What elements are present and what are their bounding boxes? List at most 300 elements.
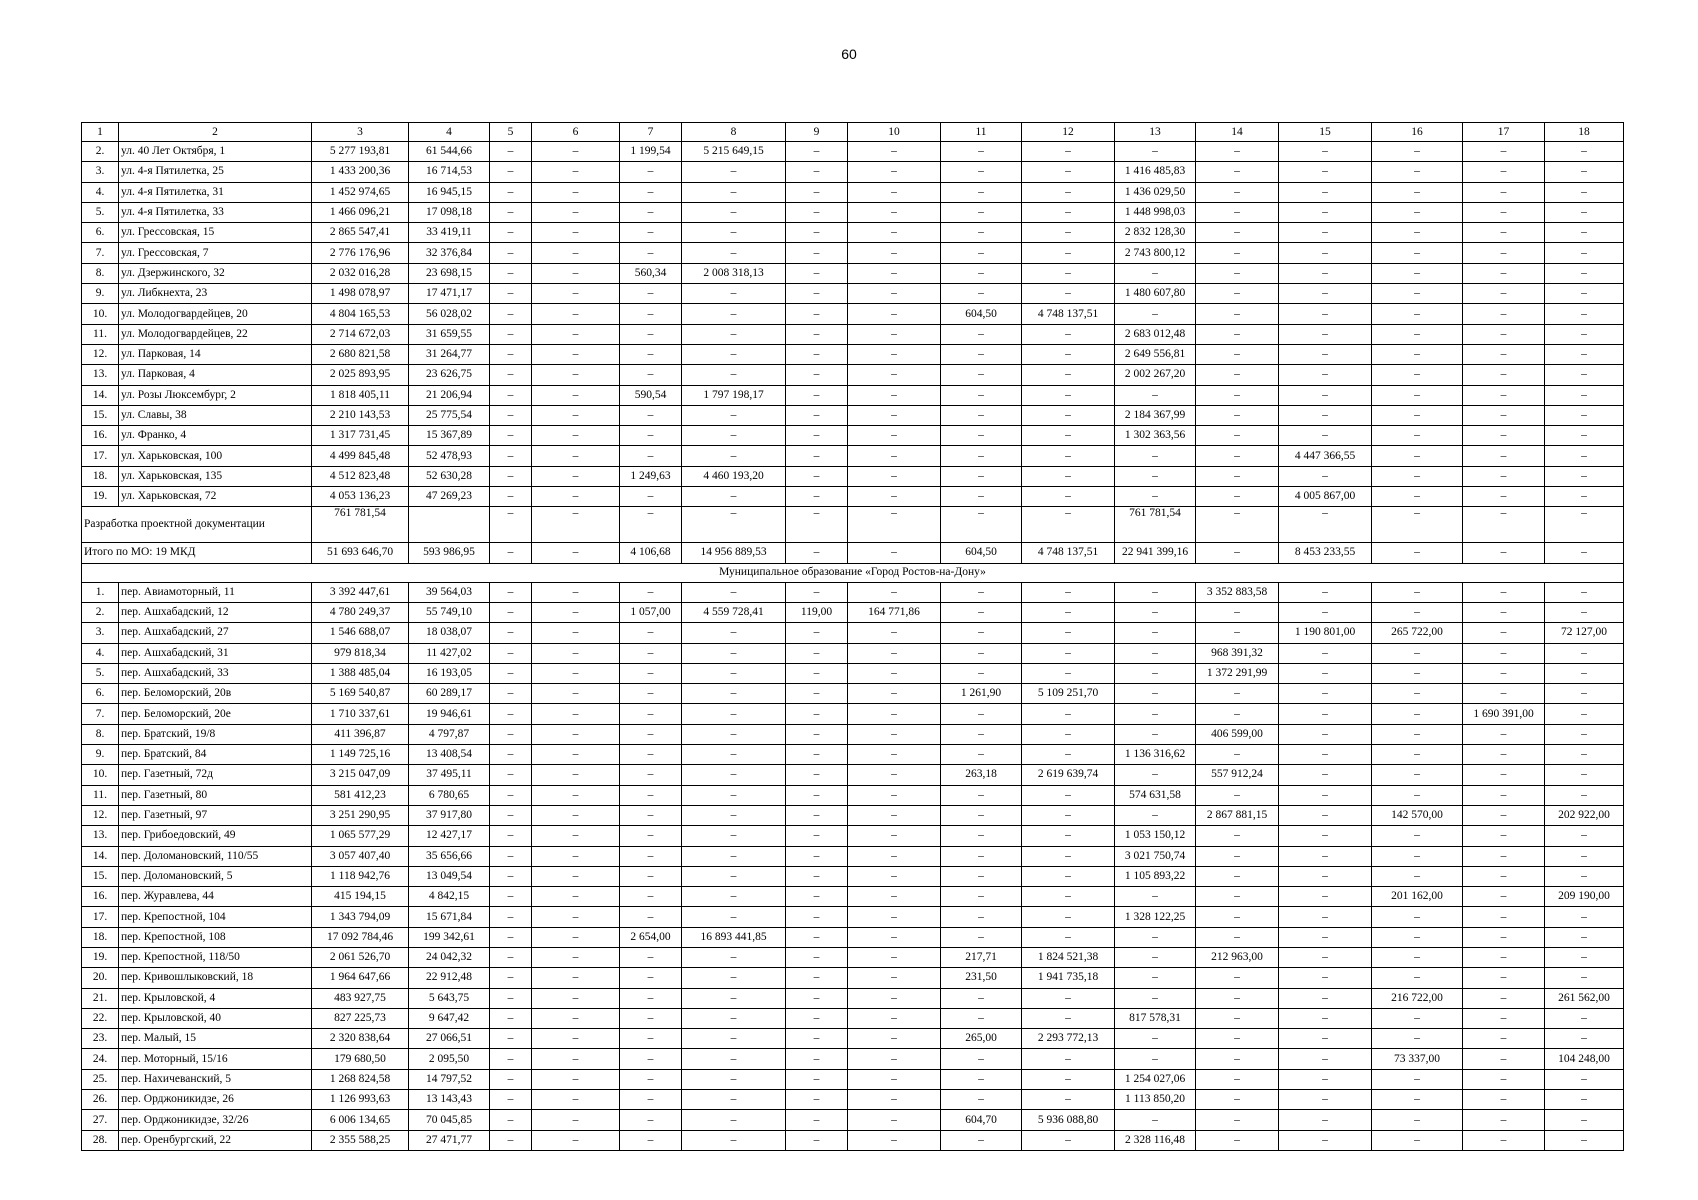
value-cell: – xyxy=(941,663,1022,683)
value-cell: – xyxy=(786,385,848,405)
value-cell: – xyxy=(1279,304,1372,324)
value-cell: 4 512 823,48 xyxy=(312,466,409,486)
value-cell: – xyxy=(620,1049,682,1069)
value-cell: 4 499 845,48 xyxy=(312,446,409,466)
value-cell: – xyxy=(941,1090,1022,1110)
value-cell: – xyxy=(532,284,620,304)
value-cell: – xyxy=(786,284,848,304)
value-cell: – xyxy=(1196,365,1279,385)
value-cell: 1 941 735,18 xyxy=(1022,968,1115,988)
value-cell: – xyxy=(1196,1029,1279,1049)
value-cell: 415 194,15 xyxy=(312,887,409,907)
value-cell: – xyxy=(1279,182,1372,202)
value-cell: 33 419,11 xyxy=(409,223,490,243)
page-number: 60 xyxy=(841,46,857,62)
value-cell: – xyxy=(1463,968,1545,988)
value-cell: – xyxy=(490,466,532,486)
value-cell: 411 396,87 xyxy=(312,724,409,744)
value-cell: – xyxy=(1463,223,1545,243)
row-number-cell: 21. xyxy=(82,988,119,1008)
address-cell: ул. 4-я Пятилетка, 25 xyxy=(119,162,312,182)
row-number-cell: 24. xyxy=(82,1049,119,1069)
value-cell: – xyxy=(786,927,848,947)
value-cell: – xyxy=(682,243,786,263)
value-cell: – xyxy=(620,826,682,846)
value-cell: – xyxy=(1372,866,1463,886)
address-cell: пер. Моторный, 15/16 xyxy=(119,1049,312,1069)
value-cell: – xyxy=(1545,745,1624,765)
value-cell: – xyxy=(532,543,620,563)
address-cell: пер. Кривошлыковский, 18 xyxy=(119,968,312,988)
address-cell: пер. Газетный, 80 xyxy=(119,785,312,805)
row-number-cell: 18. xyxy=(82,927,119,947)
value-cell: – xyxy=(1372,602,1463,622)
value-cell: – xyxy=(1372,405,1463,425)
value-cell: – xyxy=(682,1069,786,1089)
value-cell: 265,00 xyxy=(941,1029,1022,1049)
value-cell: – xyxy=(1463,1049,1545,1069)
value-cell: 5 215 649,15 xyxy=(682,142,786,162)
address-cell: пер. Крыловской, 4 xyxy=(119,988,312,1008)
column-number-cell: 6 xyxy=(532,123,620,142)
value-cell: 1 328 122,25 xyxy=(1115,907,1196,927)
value-cell: – xyxy=(1196,1130,1279,1150)
value-cell: – xyxy=(682,324,786,344)
column-number-cell: 13 xyxy=(1115,123,1196,142)
value-cell: – xyxy=(1022,405,1115,425)
value-cell: 2 032 016,28 xyxy=(312,263,409,283)
value-cell: – xyxy=(786,1049,848,1069)
column-number-cell: 17 xyxy=(1463,123,1545,142)
value-cell: – xyxy=(1022,243,1115,263)
value-cell: – xyxy=(1279,663,1372,683)
design-documentation-label: Разработка проектной документации xyxy=(82,507,312,543)
value-cell: 1 466 096,21 xyxy=(312,202,409,222)
value-cell: 3 352 883,58 xyxy=(1196,582,1279,602)
value-cell: – xyxy=(941,623,1022,643)
row-number-cell: 13. xyxy=(82,826,119,846)
value-cell: – xyxy=(848,1029,941,1049)
table-row xyxy=(82,765,1624,785)
value-cell: – xyxy=(1372,142,1463,162)
row-number-cell: 23. xyxy=(82,1029,119,1049)
value-cell: – xyxy=(1463,907,1545,927)
address-cell: пер. Братский, 84 xyxy=(119,745,312,765)
value-cell: 1 480 607,80 xyxy=(1115,284,1196,304)
value-cell: – xyxy=(620,446,682,466)
value-cell: – xyxy=(1115,602,1196,622)
row-number-cell: 7. xyxy=(82,704,119,724)
row-number-cell: 3. xyxy=(82,162,119,182)
value-cell: – xyxy=(786,405,848,425)
value-cell: – xyxy=(1463,1069,1545,1089)
value-cell: 6 780,65 xyxy=(409,785,490,805)
value-cell: – xyxy=(848,324,941,344)
value-cell: – xyxy=(1279,1090,1372,1110)
value-cell: 1 126 993,63 xyxy=(312,1090,409,1110)
value-cell: – xyxy=(1463,805,1545,825)
value-cell: 56 028,02 xyxy=(409,304,490,324)
value-cell: – xyxy=(786,623,848,643)
row-number-cell: 8. xyxy=(82,263,119,283)
table-row xyxy=(82,745,1624,765)
value-cell: 3 215 047,09 xyxy=(312,765,409,785)
value-cell: – xyxy=(532,182,620,202)
value-cell: – xyxy=(490,142,532,162)
value-cell: – xyxy=(848,243,941,263)
value-cell: – xyxy=(1279,887,1372,907)
value-cell: 1 448 998,03 xyxy=(1115,202,1196,222)
value-cell: 35 656,66 xyxy=(409,846,490,866)
table-row xyxy=(82,684,1624,704)
value-cell: 18 038,07 xyxy=(409,623,490,643)
value-cell: – xyxy=(1279,1110,1372,1130)
value-cell: – xyxy=(1022,487,1115,507)
value-cell: – xyxy=(490,887,532,907)
value-cell: 406 599,00 xyxy=(1196,724,1279,744)
value-cell: – xyxy=(682,182,786,202)
value-cell: – xyxy=(1372,182,1463,202)
value-cell: – xyxy=(1372,365,1463,385)
table-row xyxy=(82,1069,1624,1089)
value-cell: – xyxy=(1279,243,1372,263)
section-title: Муниципальное образование «Город Ростов-на-Дону» xyxy=(82,563,1624,582)
value-cell: – xyxy=(682,1008,786,1028)
row-number-cell: 16. xyxy=(82,887,119,907)
value-cell: – xyxy=(1196,263,1279,283)
table-row xyxy=(82,487,1624,507)
value-cell: – xyxy=(1196,543,1279,563)
value-cell: – xyxy=(1022,223,1115,243)
value-cell: – xyxy=(1545,724,1624,744)
value-cell: – xyxy=(1196,866,1279,886)
value-cell: – xyxy=(941,1049,1022,1069)
value-cell: – xyxy=(490,968,532,988)
value-cell: – xyxy=(682,988,786,1008)
value-cell: – xyxy=(1372,223,1463,243)
value-cell: – xyxy=(1279,846,1372,866)
value-cell: 52 478,93 xyxy=(409,446,490,466)
address-cell: пер. Оренбургский, 22 xyxy=(119,1130,312,1150)
value-cell: – xyxy=(1279,1008,1372,1028)
value-cell: – xyxy=(1463,623,1545,643)
value-cell: – xyxy=(786,1130,848,1150)
value-cell: 1 818 405,11 xyxy=(312,385,409,405)
value-cell: – xyxy=(1022,663,1115,683)
value-cell: – xyxy=(532,643,620,663)
value-cell: 1 797 198,17 xyxy=(682,385,786,405)
row-number-cell: 26. xyxy=(82,1090,119,1110)
value-cell: 201 162,00 xyxy=(1372,887,1463,907)
value-cell: 1 065 577,29 xyxy=(312,826,409,846)
table-row xyxy=(82,724,1624,744)
value-cell: – xyxy=(1463,263,1545,283)
value-cell: – xyxy=(1022,582,1115,602)
value-cell: – xyxy=(1022,826,1115,846)
value-cell: – xyxy=(786,507,848,543)
value-cell: – xyxy=(620,805,682,825)
value-cell: – xyxy=(941,745,1022,765)
table-row xyxy=(82,582,1624,602)
value-cell: 16 893 441,85 xyxy=(682,927,786,947)
value-cell: – xyxy=(1022,507,1115,543)
value-cell: – xyxy=(941,785,1022,805)
value-cell: – xyxy=(786,724,848,744)
value-cell: – xyxy=(1196,142,1279,162)
value-cell: 61 544,66 xyxy=(409,142,490,162)
column-number-cell: 16 xyxy=(1372,123,1463,142)
value-cell: – xyxy=(1115,1029,1196,1049)
value-cell: 5 109 251,70 xyxy=(1022,684,1115,704)
value-cell: – xyxy=(682,887,786,907)
value-cell: – xyxy=(1115,704,1196,724)
column-number-cell: 12 xyxy=(1022,123,1115,142)
value-cell: – xyxy=(1279,1049,1372,1069)
value-cell: 12 427,17 xyxy=(409,826,490,846)
value-cell: – xyxy=(1196,745,1279,765)
value-cell: 4 842,15 xyxy=(409,887,490,907)
value-cell: – xyxy=(490,602,532,622)
value-cell: – xyxy=(1115,947,1196,967)
address-cell: ул. Харьковская, 135 xyxy=(119,466,312,486)
value-cell: – xyxy=(490,446,532,466)
value-cell: – xyxy=(620,507,682,543)
value-cell: – xyxy=(532,324,620,344)
value-cell: – xyxy=(532,988,620,1008)
value-cell: – xyxy=(848,826,941,846)
value-cell: – xyxy=(1545,405,1624,425)
value-cell: – xyxy=(1545,907,1624,927)
table-row xyxy=(82,1090,1624,1110)
value-cell: 1 546 688,07 xyxy=(312,623,409,643)
value-cell: – xyxy=(532,826,620,846)
value-cell: – xyxy=(1196,927,1279,947)
address-cell: ул. Харьковская, 72 xyxy=(119,487,312,507)
value-cell: – xyxy=(1279,1069,1372,1089)
value-cell: 15 367,89 xyxy=(409,426,490,446)
value-cell: – xyxy=(848,182,941,202)
value-cell: – xyxy=(786,324,848,344)
table-row xyxy=(82,324,1624,344)
address-cell: пер. Крыловской, 40 xyxy=(119,1008,312,1028)
value-cell: – xyxy=(682,704,786,724)
table-row xyxy=(82,968,1624,988)
value-cell: 581 412,23 xyxy=(312,785,409,805)
value-cell: 4 447 366,55 xyxy=(1279,446,1372,466)
value-cell: – xyxy=(848,1090,941,1110)
value-cell: – xyxy=(620,405,682,425)
value-cell: – xyxy=(620,426,682,446)
value-cell: – xyxy=(1196,284,1279,304)
value-cell: – xyxy=(941,243,1022,263)
value-cell: – xyxy=(1279,947,1372,967)
value-cell: – xyxy=(848,947,941,967)
value-cell: – xyxy=(1022,1130,1115,1150)
value-cell: – xyxy=(682,365,786,385)
value-cell: 604,50 xyxy=(941,304,1022,324)
value-cell: – xyxy=(941,1130,1022,1150)
value-cell: – xyxy=(1372,324,1463,344)
value-cell: – xyxy=(1463,202,1545,222)
value-cell: – xyxy=(1463,947,1545,967)
row-number-cell: 11. xyxy=(82,324,119,344)
value-cell: – xyxy=(786,365,848,385)
value-cell: – xyxy=(490,543,532,563)
value-cell: – xyxy=(1545,487,1624,507)
value-cell: – xyxy=(1022,344,1115,364)
value-cell: – xyxy=(1372,202,1463,222)
value-cell: – xyxy=(490,365,532,385)
value-cell: 2 025 893,95 xyxy=(312,365,409,385)
table-row xyxy=(82,385,1624,405)
value-cell: – xyxy=(1279,263,1372,283)
value-cell: – xyxy=(1115,1049,1196,1069)
table-row xyxy=(82,284,1624,304)
value-cell: 14 956 889,53 xyxy=(682,543,786,563)
value-cell: – xyxy=(1545,324,1624,344)
row-number-cell: 16. xyxy=(82,426,119,446)
value-cell: – xyxy=(1372,1029,1463,1049)
value-cell: – xyxy=(1463,846,1545,866)
value-cell: – xyxy=(1372,684,1463,704)
value-cell: – xyxy=(941,223,1022,243)
address-cell: пер. Крепостной, 118/50 xyxy=(119,947,312,967)
value-cell: 2 683 012,48 xyxy=(1115,324,1196,344)
value-cell: – xyxy=(848,1110,941,1130)
row-number-cell: 17. xyxy=(82,907,119,927)
value-cell: 1 416 485,83 xyxy=(1115,162,1196,182)
value-cell: – xyxy=(848,1049,941,1069)
row-number-cell: 20. xyxy=(82,968,119,988)
value-cell: 6 006 134,65 xyxy=(312,1110,409,1130)
value-cell: – xyxy=(848,365,941,385)
capital-repair-table xyxy=(81,122,1624,1151)
value-cell: – xyxy=(786,846,848,866)
value-cell: 16 714,53 xyxy=(409,162,490,182)
value-cell: – xyxy=(1463,1008,1545,1028)
value-cell: – xyxy=(941,582,1022,602)
value-cell: – xyxy=(490,724,532,744)
value-cell: 2 649 556,81 xyxy=(1115,344,1196,364)
value-cell: 16 193,05 xyxy=(409,663,490,683)
value-cell: – xyxy=(1545,1069,1624,1089)
value-cell: 2 061 526,70 xyxy=(312,947,409,967)
value-cell: – xyxy=(490,223,532,243)
value-cell: – xyxy=(1279,426,1372,446)
value-cell: – xyxy=(620,304,682,324)
value-cell: – xyxy=(620,785,682,805)
value-cell: – xyxy=(682,846,786,866)
value-cell: – xyxy=(1463,405,1545,425)
value-cell: – xyxy=(848,487,941,507)
value-cell: – xyxy=(1463,304,1545,324)
value-cell: – xyxy=(848,968,941,988)
address-cell: пер. Беломорский, 20в xyxy=(119,684,312,704)
column-number-cell: 15 xyxy=(1279,123,1372,142)
value-cell: – xyxy=(1372,907,1463,927)
value-cell: 5 643,75 xyxy=(409,988,490,1008)
value-cell: – xyxy=(682,202,786,222)
value-cell: – xyxy=(1545,243,1624,263)
value-cell: – xyxy=(786,643,848,663)
table-row xyxy=(82,466,1624,486)
value-cell: – xyxy=(682,507,786,543)
value-cell: – xyxy=(532,724,620,744)
value-cell: 1 710 337,61 xyxy=(312,704,409,724)
value-cell: – xyxy=(1463,582,1545,602)
value-cell: – xyxy=(1545,223,1624,243)
value-cell: – xyxy=(848,846,941,866)
value-cell: 2 355 588,25 xyxy=(312,1130,409,1150)
value-cell: – xyxy=(1463,1130,1545,1150)
value-cell: – xyxy=(848,765,941,785)
value-cell: – xyxy=(786,1110,848,1130)
value-cell: – xyxy=(1022,162,1115,182)
value-cell: – xyxy=(532,947,620,967)
value-cell: 4 460 193,20 xyxy=(682,466,786,486)
value-cell: 17 092 784,46 xyxy=(312,927,409,947)
value-cell: – xyxy=(848,446,941,466)
table-row xyxy=(82,1110,1624,1130)
value-cell: – xyxy=(490,866,532,886)
value-cell: – xyxy=(1115,988,1196,1008)
value-cell: – xyxy=(1196,304,1279,324)
address-cell: ул. Дзержинского, 32 xyxy=(119,263,312,283)
value-cell: – xyxy=(1463,643,1545,663)
value-cell: – xyxy=(786,344,848,364)
value-cell: – xyxy=(682,826,786,846)
address-cell: пер. Доломановский, 110/55 xyxy=(119,846,312,866)
value-cell: – xyxy=(1115,263,1196,283)
value-cell: – xyxy=(682,1049,786,1069)
value-cell: 47 269,23 xyxy=(409,487,490,507)
value-cell: – xyxy=(1463,887,1545,907)
value-cell: – xyxy=(1279,162,1372,182)
table-row xyxy=(82,223,1624,243)
value-cell: – xyxy=(1196,507,1279,543)
value-cell: 13 143,43 xyxy=(409,1090,490,1110)
value-cell: – xyxy=(848,385,941,405)
value-cell: – xyxy=(786,887,848,907)
value-cell: – xyxy=(490,805,532,825)
address-cell: ул. Парковая, 4 xyxy=(119,365,312,385)
value-cell: 4 005 867,00 xyxy=(1279,487,1372,507)
value-cell: – xyxy=(490,324,532,344)
value-cell: 8 453 233,55 xyxy=(1279,543,1372,563)
value-cell: – xyxy=(490,1110,532,1130)
value-cell: 1 436 029,50 xyxy=(1115,182,1196,202)
value-cell: – xyxy=(941,1069,1022,1089)
value-cell: – xyxy=(620,704,682,724)
value-cell: – xyxy=(1022,745,1115,765)
value-cell: – xyxy=(532,602,620,622)
value-cell: – xyxy=(682,1110,786,1130)
value-cell: – xyxy=(786,243,848,263)
table-row xyxy=(82,1130,1624,1150)
value-cell: – xyxy=(1279,202,1372,222)
value-cell: 104 248,00 xyxy=(1545,1049,1624,1069)
value-cell: – xyxy=(848,704,941,724)
value-cell: – xyxy=(1372,846,1463,866)
value-cell: 216 722,00 xyxy=(1372,988,1463,1008)
value-cell: – xyxy=(490,284,532,304)
value-cell: – xyxy=(786,304,848,324)
value-cell: – xyxy=(1463,1090,1545,1110)
value-cell: – xyxy=(1372,507,1463,543)
value-cell: 39 564,03 xyxy=(409,582,490,602)
value-cell: – xyxy=(1279,284,1372,304)
value-cell: 199 342,61 xyxy=(409,927,490,947)
